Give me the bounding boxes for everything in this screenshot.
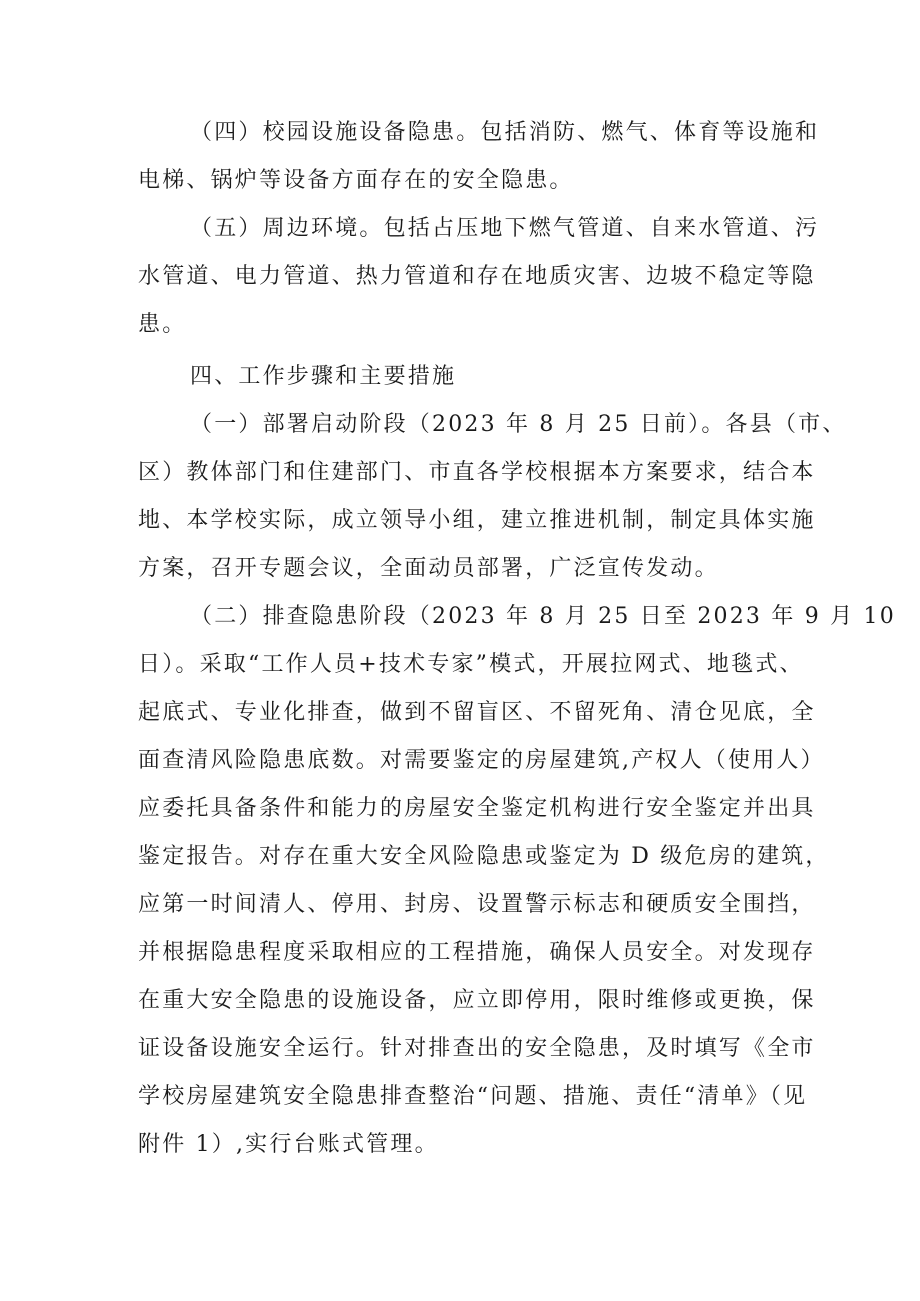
text-line: 应第一时间清人、停用、封房、设置警示标志和硬质安全围挡， (138, 892, 816, 917)
text-line: 在重大安全隐患的设施设备，应立即停用，限时维修或更换，保 (138, 988, 816, 1013)
text-line: （四）校园设施设备隐患。包括消防、燃气、体育等设施和 (190, 120, 820, 145)
text-line: 区）教体部门和住建部门、市直各学校根据本方案要求，结合本 (138, 460, 816, 485)
text-line: 面查清风险隐患底数。对需要鉴定的房屋建筑,产权人（使用人） (138, 748, 825, 773)
text-line: 学校房屋建筑安全隐患排查整治“问题、措施、责任“清单》（见 (138, 1084, 808, 1109)
text-line: 附件 1）,实行台账式管理。 (138, 1132, 439, 1157)
text-line: （二）排查隐患阶段（2023 年 8 月 25 日至 2023 年 9 月 10 (190, 604, 896, 629)
text-line: 并根据隐患程度采取相应的工程措施，确保人员安全。对发现存 (138, 940, 816, 965)
text-line: 水管道、电力管道、热力管道和存在地质灾害、边坡不稳定等隐 (138, 264, 816, 289)
text-line: 地、本学校实际，成立领导小组，建立推进机制，制定具体实施 (138, 508, 816, 533)
text-line: （一）部署启动阶段（2023 年 8 月 25 日前）。各县（市、 (190, 412, 847, 437)
text-line: 日）。采取“工作人员+技术专家”模式，开展拉网式、地毯式、 (138, 652, 804, 677)
text-line: 电梯、锅炉等设备方面存在的安全隐患。 (138, 168, 574, 193)
text-line: 鉴定报告。对存在重大安全风险隐患或鉴定为 D 级危房的建筑， (138, 844, 830, 869)
text-line: 起底式、专业化排查，做到不留盲区、不留死角、清仓见底，全 (138, 700, 816, 725)
section-heading: 四、工作步骤和主要措施 (190, 364, 457, 389)
text-line: 患。 (138, 312, 187, 337)
text-line: 应委托具备条件和能力的房屋安全鉴定机构进行安全鉴定并出具 (138, 796, 816, 821)
text-line: （五）周边环境。包括占压地下燃气管道、自来水管道、污 (190, 216, 820, 241)
text-line: 证设备设施安全运行。针对排查出的安全隐患，及时填写《全市 (138, 1036, 816, 1061)
text-line: 方案，召开专题会议，全面动员部署，广泛宣传发动。 (138, 556, 719, 581)
